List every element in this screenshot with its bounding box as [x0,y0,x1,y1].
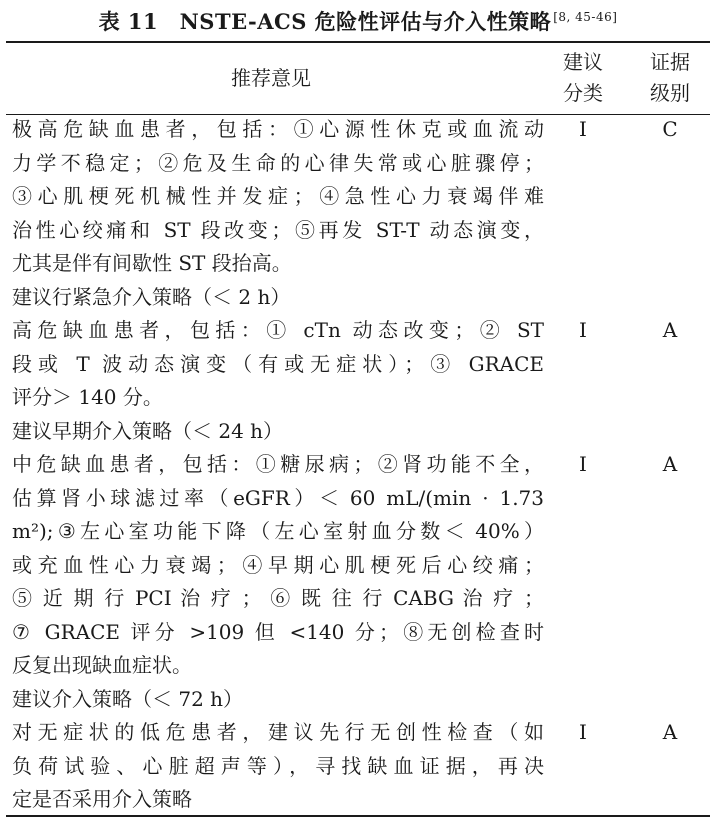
header-level-line1: 证据 [650,50,690,74]
recommendation-line: 极高危缺血患者，包括：①心源性休克或血流动 [12,117,544,141]
table-title-text: 表 11 NSTE-ACS 危险性评估与介入性策略 [98,9,552,34]
level-cell: C [662,117,678,141]
recommendation-line: 对无症状的低危患者，建议先行无创性检查（如 [12,720,544,744]
class-cell: I [579,452,587,476]
recommendation-line: 中危缺血患者，包括：①糖尿病；②肾功能不全， [12,452,544,476]
class-cell: I [579,318,587,342]
level-cell: A [662,318,678,342]
recommendation-line: 定是否采用介入策略 [12,787,192,811]
recommendation-line: 尤其是伴有间歇性 ST 段抬高。 [12,251,292,275]
table-title [0,6,716,36]
header-level [630,47,710,109]
recommendation-line: 负荷试验、心脏超声等），寻找缺血证据，再决 [12,753,544,778]
header-class [548,47,618,109]
header-recommendation: 推荐意见 [231,66,311,90]
header-class-line1: 建议 [563,50,603,74]
recommendation-strategy: 建议介入策略（＜ 72 h） [12,686,244,711]
recommendation-line: 反复出现缺血症状。 [12,653,192,677]
recommendation-line: 估算肾小球滤过率（eGFR）＜ 60 mL/(min · 1.73 [12,485,544,510]
class-cell: I [579,720,587,744]
recommendation-line: 或充血性心力衰竭；④早期心肌梗死后心绞痛； [12,552,544,577]
level-cell: A [662,452,678,476]
recommendation-line: ③心肌梗死机械性并发症；④急性心力衰竭伴难 [12,184,544,208]
title-references: [8, 45-46] [553,10,618,24]
level-cell: A [662,720,678,744]
class-cell: I [579,117,587,141]
bottom-rule [6,815,710,817]
recommendation-line: ⑤ 近 期 行 PCI 治 疗 ； ⑥ 既 往 行 CABG 治 疗 ； [12,586,544,610]
header-class-line2: 分类 [563,81,603,105]
recommendation-line: 治性心绞痛和 ST 段改变；⑤再发 ST-T 动态演变， [12,217,544,242]
recommendation-line: ⑦ GRACE 评分 >109 但 <140 分；⑧无创检查时 [12,619,544,644]
recommendation-line: 段或 T 波动态演变（有或无症状）；③ GRACE [12,351,544,376]
recommendation-strategy: 建议行紧急介入策略（＜ 2 h） [12,284,291,309]
recommendation-line: 评分＞ 140 分。 [12,385,163,409]
top-rule [6,41,710,43]
recommendation-strategy: 建议早期介入策略（＜ 24 h） [12,418,284,443]
recommendation-line: 力学不稳定；②危及生命的心律失常或心脏骤停； [12,150,544,175]
header-level-line2: 级别 [650,81,690,105]
recommendation-line: m²);③左心室功能下降（左心室射血分数＜ 40%） [12,519,544,543]
recommendation-line: 高危缺血患者，包括：① cTn 动态改变；② ST [12,318,544,342]
recommendation-column [12,113,544,817]
